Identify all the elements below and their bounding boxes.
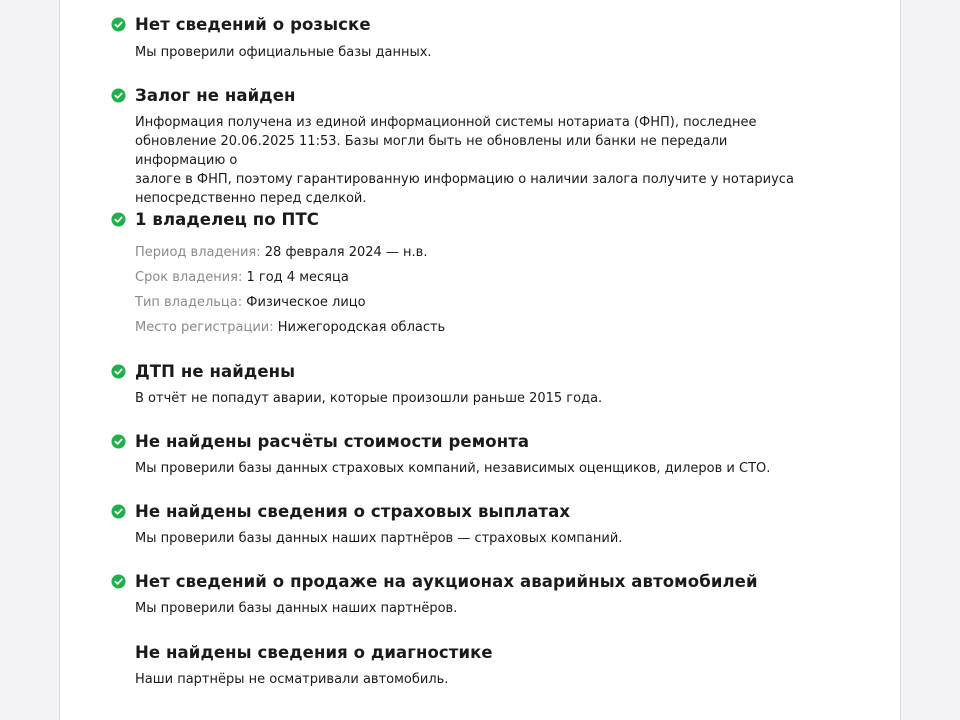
section-title: Залог не найден [135, 86, 296, 105]
section-title: Не найдены сведения о диагностике [135, 643, 493, 662]
detail-row-registration [135, 315, 811, 340]
description-line: залоге в ФНП, поэтому гарантированную информацию о наличии залога получите у нотариуса [135, 172, 794, 187]
owner-details [111, 240, 811, 340]
section-repairs [111, 431, 811, 478]
check-circle-icon [111, 88, 126, 103]
check-circle-icon [111, 434, 126, 449]
section-title: ДТП не найдены [135, 362, 296, 381]
detail-value: 1 год 4 месяца [246, 270, 349, 285]
section-description [135, 113, 811, 208]
section-title: Не найдены расчёты стоимости ремонта [135, 432, 530, 451]
section-title: Не найдены сведения о страховых выплатах [135, 502, 571, 521]
section-description: Наши партнёры не осматривали автомобиль. [135, 672, 449, 687]
detail-row-owner-type [135, 290, 811, 315]
description-line: Информация получена из единой информационной системы нотариата (ФНП), последнее [135, 115, 757, 130]
check-circle-icon [111, 17, 126, 32]
section-pledge [111, 85, 811, 208]
description-line: непосредственно перед сделкой. [135, 191, 367, 206]
detail-key: Тип владельца: [135, 295, 243, 310]
detail-key: Период владения: [135, 245, 261, 260]
section-owners [111, 209, 811, 340]
section-title: 1 владелец по ПТС [135, 210, 320, 229]
section-auctions [111, 571, 811, 618]
detail-value: Нижегородская область [277, 320, 446, 335]
detail-row-period [135, 240, 811, 265]
check-circle-icon [111, 504, 126, 519]
section-description: В отчёт не попадут аварии, которые произошли раньше 2015 года. [135, 391, 603, 406]
report-panel [59, 0, 901, 720]
section-description: Мы проверили базы данных наших партнёров — страховых компаний. [135, 531, 623, 546]
detail-row-duration [135, 265, 811, 290]
detail-value: Физическое лицо [246, 295, 366, 310]
detail-key: Срок владения: [135, 270, 243, 285]
detail-value: 28 февраля 2024 — н.в. [264, 245, 428, 260]
section-description: Мы проверили базы данных страховых компаний, независимых оценщиков, дилеров и СТО. [135, 461, 771, 476]
section-wanted [111, 14, 811, 62]
section-insurance [111, 501, 811, 548]
section-diagnostics [111, 642, 811, 689]
section-accidents [111, 361, 811, 408]
description-line: обновление 20.06.2025 11:53. Базы могли быть не обновлены или банки не передали информацию о [135, 134, 728, 168]
detail-key: Место регистрации: [135, 320, 274, 335]
section-title: Нет сведений о розыске [135, 15, 371, 34]
check-circle-icon [111, 574, 126, 589]
section-description: Мы проверили официальные базы данных. [135, 45, 432, 60]
check-circle-icon [111, 212, 126, 227]
section-description: Мы проверили базы данных наших партнёров. [135, 601, 458, 616]
check-circle-icon [111, 364, 126, 379]
section-title: Нет сведений о продаже на аукционах аварийных автомобилей [135, 572, 758, 591]
